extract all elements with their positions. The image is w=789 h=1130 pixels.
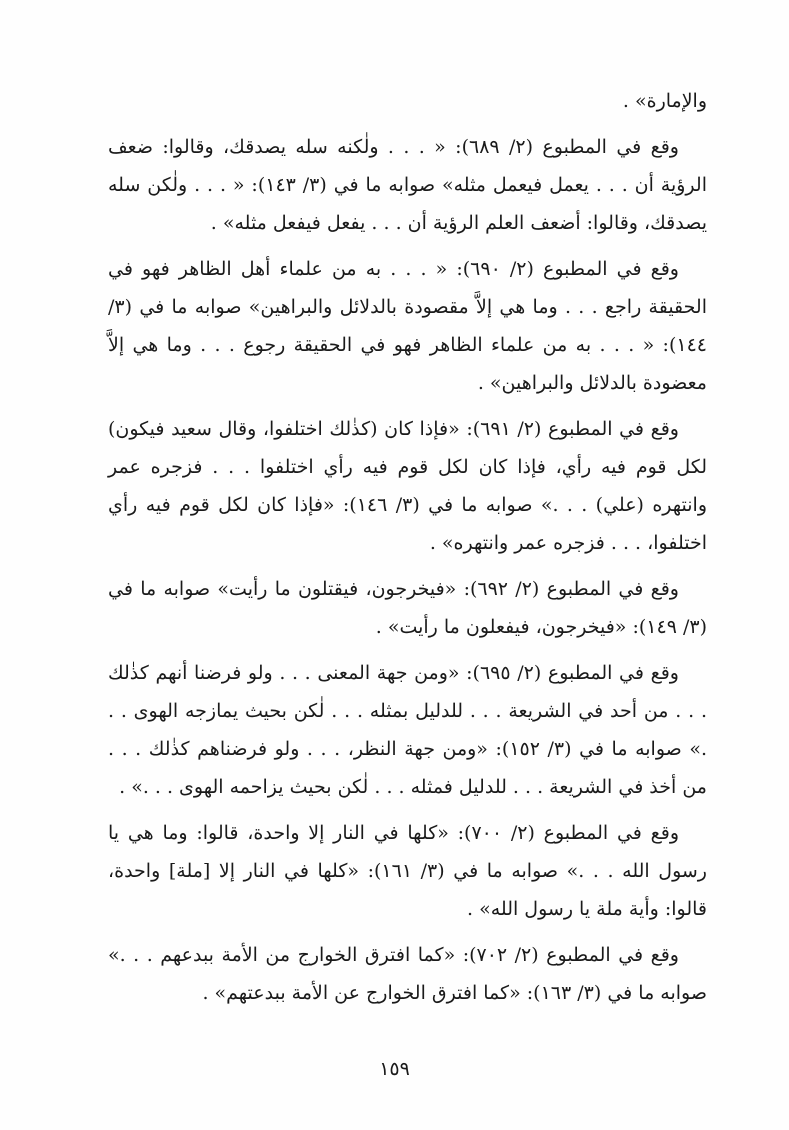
paragraph-continuation: والإمارة» . xyxy=(622,90,707,112)
paragraph-692: وقع في المطبوع (٢/ ٦٩٢): «فيخرجون، فيقتلون ما رأيت» صوابه ما في (٣/ ١٤٩): «فيخرجون، فيفعلون ما رأيت» . xyxy=(108,578,707,638)
paragraph-695: وقع في المطبوع (٢/ ٦٩٥): «ومن جهة المعنى . . . ولو فرضنا أنهم كذٰلك . . . من أحد في الشريعة . . . للدليل بمثله . . . لٰكن بحيث يمازجه الهوى . . .» صوابه ما في (٣/ ١٥٢): «ومن جهة النظر، . . . ولو فرضناهم كذٰلك . . . من أخذ في الشريعة . . . للدليل فمثله . . . لٰكن بحيث يزاحمه الهوى . . .» . xyxy=(108,662,707,798)
paragraph-690: وقع في المطبوع (٢/ ٦٩٠): « . . . به من علماء أهل الظاهر فهو في الحقيقة راجع . . . وما هي إلاَّ مقصودة بالدلائل والبراهين» صوابه ما في (٣/ ١٤٤): « . . . به من علماء الظاهر فهو في الحقيقة رجوع . . . وما هي إلاَّ معضودة بالدلائل والبراهين» . xyxy=(108,258,707,394)
paragraph-702: وقع في المطبوع (٢/ ٧٠٢): «كما افترق الخوارج من الأمة ببدعهم . . .» صوابه ما في (٣/ ١٦٣): «كما افترق الخوارج عن الأمة ببدعتهم» . xyxy=(108,944,707,1004)
body-text xyxy=(108,82,707,1012)
paragraph-691: وقع في المطبوع (٢/ ٦٩١): «فإذا كان (كذٰلك اختلفوا، وقال سعيد فيكون) لكل قوم فيه رأي، فإذا كان لكل قوم فيه رأي اختلفوا . . . فزجره عمر وانتهره (علي) . . .» صوابه ما في (٣/ ١٤٦): «فإذا كان لكل قوم فيه رأي اختلفوا، . . . فزجره عمر وانتهره» . xyxy=(108,418,707,554)
page-number: ١٥٩ xyxy=(379,1058,410,1080)
paragraph-700: وقع في المطبوع (٢/ ٧٠٠): «كلها في النار إلا واحدة، قالوا: وما هي يا رسول الله . . .» صوابه ما في (٣/ ١٦١): «كلها في النار إلا [ملة] واحدة، قالوا: وأية ملة يا رسول الله» . xyxy=(108,822,707,920)
paragraph-689: وقع في المطبوع (٢/ ٦٨٩): « . . . ولٰكنه سله يصدقك، وقالوا: ضعف الرؤية أن . . . يعمل فيعمل مثله» صوابه ما في (٣/ ١٤٣): « . . . ولٰكن سله يصدقك، وقالوا: أضعف العلم الرؤية أن . . . يفعل فيفعل مثله» . xyxy=(108,136,707,234)
